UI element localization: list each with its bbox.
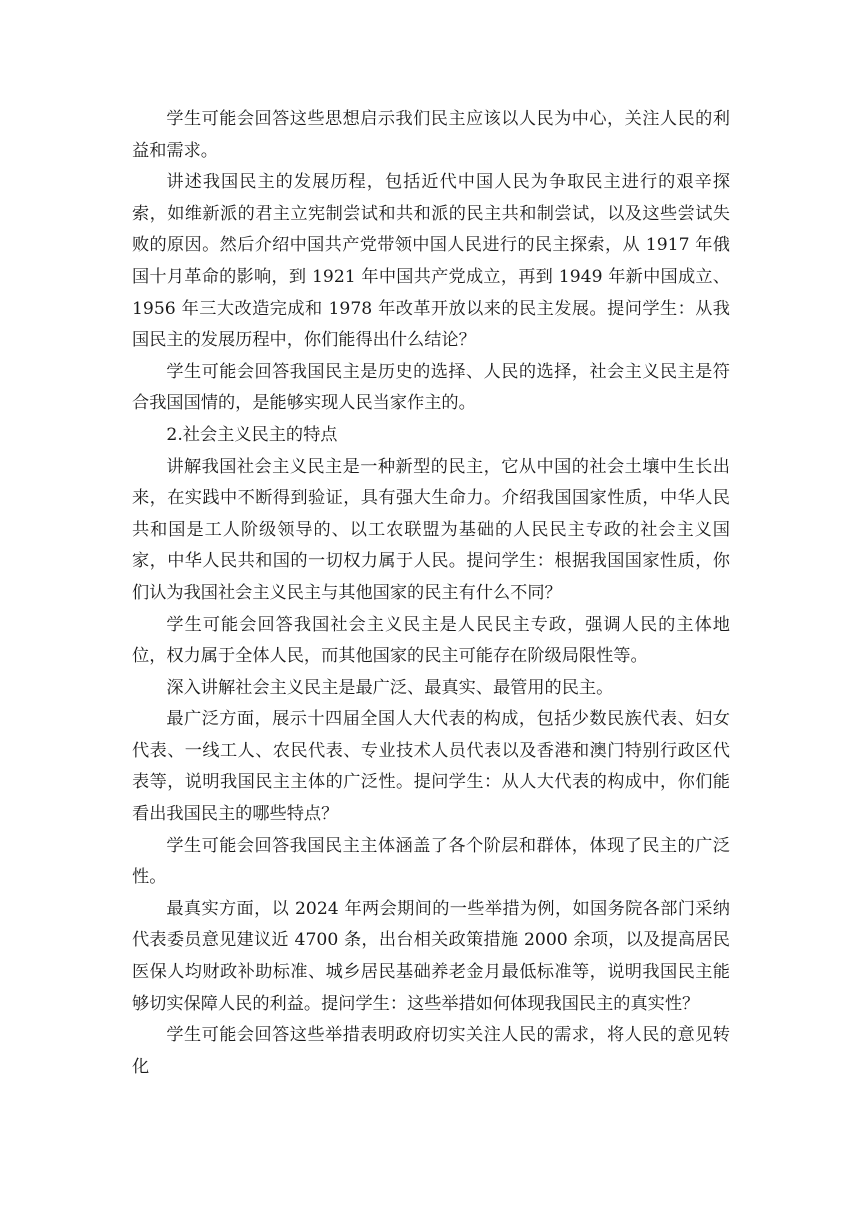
paragraph-truest: 最真实方面，以 2024 年两会期间的一些举措为例，如国务院各部门采纳代表委员意见建议近 4700 条，出台相关政策措施 2000 余项，以及提高居民医保人均财政补助标准、城乡居民基础养老金月最低标准等，说明我国民主能够切实保障人民的利益。提问学生：这些举措如何体现我国民主的真实性？ xyxy=(132,898,730,1014)
section-heading-socialist-democracy-features: 2.社会主义民主的特点 xyxy=(166,424,338,445)
paragraph-answer-people-centered: 学生可能会回答这些思想启示我们民主应该以人民为中心，关注人民的利益和需求。 xyxy=(132,109,730,161)
paragraph-broadest: 最广泛方面，展示十四届全国人大代表的构成，包括少数民族代表、妇女代表、一线工人、农民代表、专业技术人员代表以及香港和澳门特别行政区代表等，说明我国民主主体的广泛性。提问学生：从人大代表的构成中，你们能看出我国民主的哪些特点？ xyxy=(132,709,730,825)
paragraph-answer-history-choice: 学生可能会回答我国民主是历史的选择、人民的选择，社会主义民主是符合我国国情的，是能够实现人民当家作主的。 xyxy=(132,361,730,414)
paragraph-answer-broadness: 学生可能会回答我国民主主体涵盖了各个阶层和群体，体现了民主的广泛性。 xyxy=(132,835,730,888)
paragraph-answer-truest-partial: 学生可能会回答这些举措表明政府切实关注人民的需求，将人民的意见转化 xyxy=(132,1025,730,1077)
paragraph-state-nature: 讲解我国社会主义民主是一种新型的民主，它从中国的社会土壤中生长出来，在实践中不断得到验证，具有强大生命力。介绍我国国家性质，中华人民共和国是工人阶级领导的、以工农联盟为基础的人民民主专政的社会主义国家，中华人民共和国的一切权力属于人民。提问学生：根据我国国家性质，你们认为我国社会主义民主与其他国家的民主有什么不同？ xyxy=(132,456,730,603)
paragraph-broadest-truest-most-effective: 深入讲解社会主义民主是最广泛、最真实、最管用的民主。 xyxy=(166,677,614,698)
document-page xyxy=(132,104,730,1083)
paragraph-answer-dictatorship: 学生可能会回答我国社会主义民主是人民民主专政，强调人民的主体地位，权力属于全体人民，而其他国家的民主可能存在阶级局限性等。 xyxy=(132,614,730,667)
paragraph-democracy-history: 讲述我国民主的发展历程，包括近代中国人民为争取民主进行的艰辛探索，如维新派的君主立宪制尝试和共和派的民主共和制尝试，以及这些尝试失败的原因。然后介绍中国共产党带领中国人民进行的民主探索，从 1917 年俄国十月革命的影响，到 1921 年中国共产党成立，再到 1949 年新中国成立、1956 年三大改造完成和 1978 年改革开放以来的民主发展。提问学生：从我国民主的发展历程中，你们能得出什么结论？ xyxy=(132,172,730,351)
